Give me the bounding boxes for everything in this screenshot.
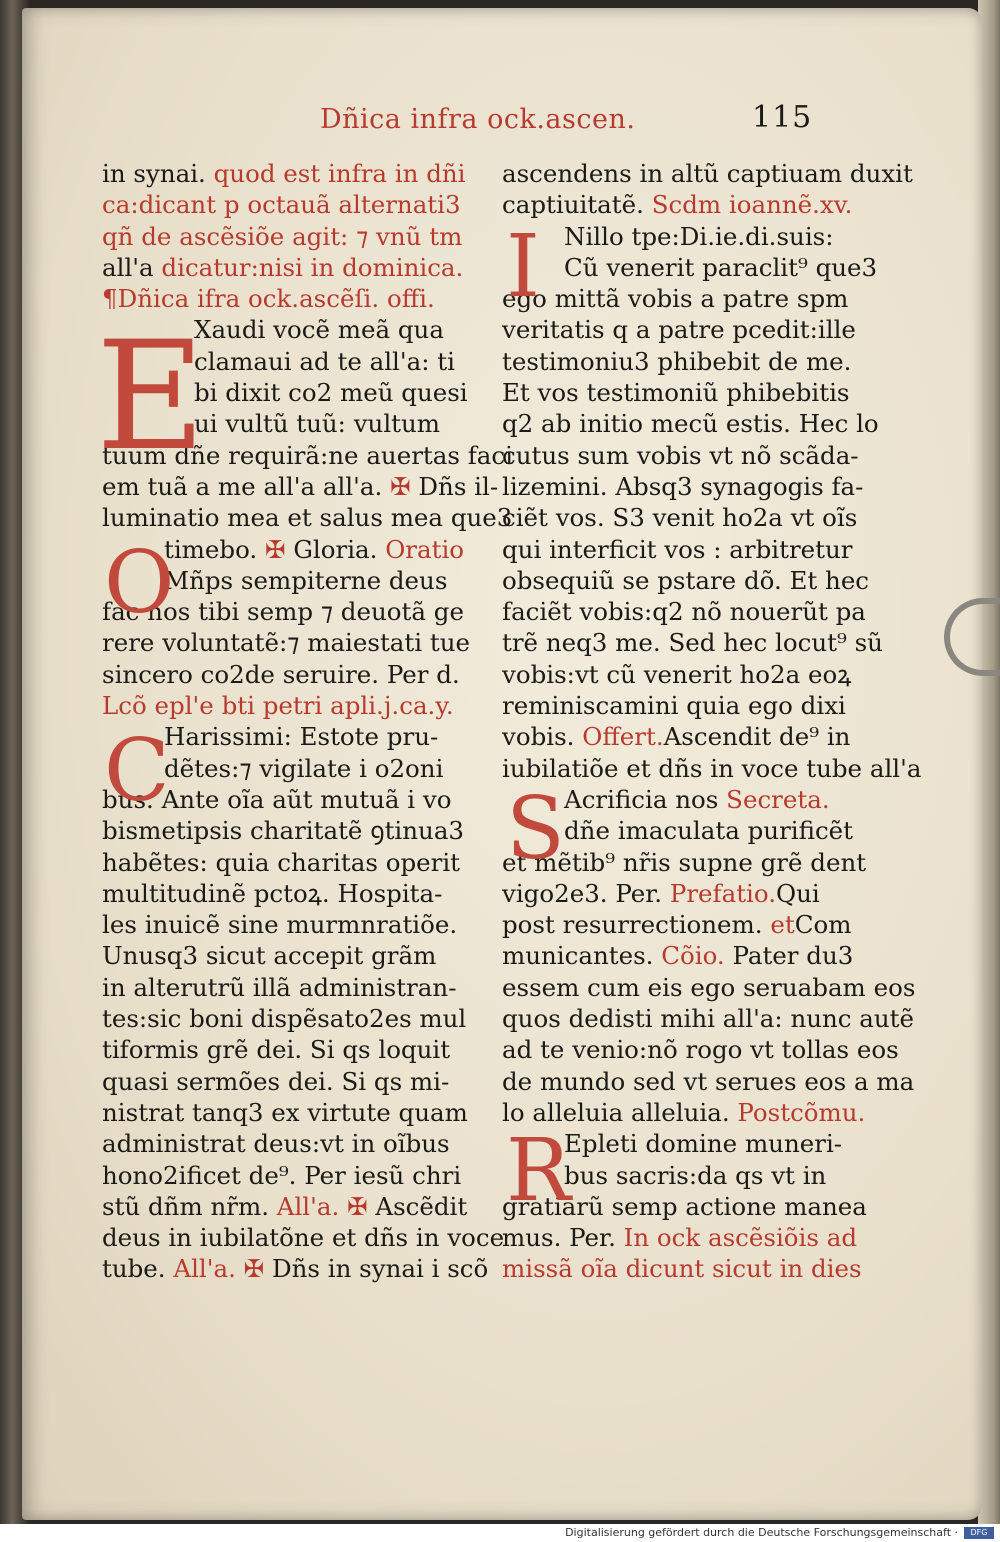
body-text: ciẽt vos. S3 venit ho2a vt oĩs bbox=[502, 503, 858, 533]
body-text: Cũ venerit paraclit⁹ que3 bbox=[564, 252, 878, 282]
body-text: municantes. bbox=[502, 941, 662, 971]
body-text: reminiscamini quia ego dixi bbox=[502, 691, 846, 721]
text-line bbox=[502, 627, 882, 658]
initial-e: E bbox=[96, 310, 206, 484]
rubric-text: et bbox=[770, 910, 795, 940]
rubric-text: Scdm ioannẽ.xv. bbox=[651, 190, 853, 220]
body-text: mus. Per. bbox=[502, 1223, 624, 1253]
body-text: et mẽtib⁹ nr̃is supne grẽ dent bbox=[502, 847, 867, 877]
body-text: tes:sic boni dispẽsato2es mul bbox=[102, 1004, 467, 1034]
body-text: post resurrectionem. bbox=[502, 910, 771, 940]
text-line bbox=[102, 847, 482, 878]
body-text: tuum dñe requirã:ne auertas faci bbox=[102, 440, 513, 470]
text-line bbox=[502, 534, 882, 565]
initial-r: R bbox=[506, 1121, 571, 1221]
folio-number: 115 bbox=[752, 100, 813, 135]
text-line bbox=[102, 221, 482, 252]
rubric-text: ca:dicant p octauã alternati3 bbox=[102, 190, 461, 220]
rubric-text: ✠ bbox=[265, 534, 294, 564]
body-text: gratiarũ semp actione manea bbox=[502, 1191, 867, 1221]
body-text: in alterutrũ illã administran- bbox=[102, 972, 457, 1002]
body-text: vobis:vt cũ venerit ho2a eoꝝ bbox=[502, 659, 852, 689]
text-line bbox=[502, 502, 882, 533]
running-title: Dñica infra ock.ascen. bbox=[320, 104, 636, 135]
text-line bbox=[102, 659, 482, 690]
body-text: Ascendit de⁹ in bbox=[663, 722, 851, 752]
text-line bbox=[502, 221, 882, 252]
body-text: essem cum eis ego seruabam eos bbox=[502, 972, 916, 1002]
body-text: tiformis grẽ dei. Si qs loquit bbox=[102, 1035, 451, 1065]
text-line bbox=[502, 878, 882, 909]
body-text: Dñs in synai i scõ bbox=[272, 1254, 489, 1284]
text-line bbox=[102, 878, 482, 909]
text-line bbox=[502, 346, 882, 377]
text-line bbox=[502, 1003, 915, 1034]
text-line bbox=[102, 252, 482, 283]
body-text: bi dixit co2 meũ quesi bbox=[194, 378, 468, 408]
rubric-text: All'a. ✠ bbox=[173, 1254, 272, 1284]
text-line bbox=[502, 1222, 882, 1253]
body-text: faciẽt vobis:q2 nõ nouerũt pa bbox=[502, 597, 866, 627]
body-text: rere voluntatẽ:⁊ maiestati tue bbox=[102, 628, 471, 658]
body-text: ui vultũ tuũ: vultum bbox=[194, 409, 441, 439]
text-line bbox=[102, 1222, 505, 1253]
text-line bbox=[102, 690, 482, 721]
body-text: vobis. bbox=[502, 722, 583, 752]
body-text: bismetipsis charitatẽ ꝯtinua3 bbox=[102, 816, 465, 846]
text-line bbox=[102, 1160, 482, 1191]
body-text: dñe imaculata purificẽt bbox=[564, 816, 854, 846]
footer-credit: Digitalisierung gefördert durch die Deutsche Forschungsgemeinschaft · bbox=[565, 1526, 958, 1539]
body-text: Unusq3 sicut accepit grãm bbox=[102, 941, 437, 971]
initial-s: S bbox=[506, 779, 565, 879]
body-text: tube. bbox=[102, 1254, 174, 1284]
text-line bbox=[502, 283, 882, 314]
footer-bar bbox=[0, 1524, 1000, 1542]
rubric-text: missã oĩa dicunt sicut in dies bbox=[502, 1254, 862, 1284]
body-text: captiuitatẽ. bbox=[502, 190, 652, 220]
text-line bbox=[502, 1034, 899, 1065]
text-line bbox=[502, 940, 882, 971]
body-text: cutus sum vobis vt nõ scãda- bbox=[502, 440, 859, 470]
text-line bbox=[502, 1066, 915, 1097]
text-line bbox=[102, 1253, 489, 1284]
body-text: iubilatiõe et dñs in voce tube all'a bbox=[502, 753, 922, 783]
body-text: ad te venio:nõ rogo vt tollas eos bbox=[502, 1035, 899, 1065]
text-line bbox=[502, 690, 882, 721]
body-text: bus sacris:da qs vt in bbox=[564, 1160, 827, 1190]
rubric-text: Prefatio. bbox=[669, 878, 777, 908]
text-line bbox=[102, 1191, 482, 1222]
body-text: veritatis q a patre pcedit:ille bbox=[502, 315, 856, 345]
body-text: Qui bbox=[776, 878, 820, 908]
body-text: nistrat tanq3 ex virtute quam bbox=[102, 1097, 468, 1127]
body-text: quasi sermões dei. Si qs mi- bbox=[102, 1066, 450, 1096]
right-column bbox=[502, 158, 922, 1285]
body-text: q2 ab initio mecũ estis. Hec lo bbox=[502, 409, 879, 439]
body-text: luminatio mea et salus mea que3 bbox=[102, 503, 513, 533]
text-line bbox=[502, 252, 882, 283]
body-text: testimoniu3 phibebit de me. bbox=[502, 346, 852, 376]
body-text: Et vos testimoniũ phibebitis bbox=[502, 378, 850, 408]
text-line bbox=[502, 471, 882, 502]
text-line bbox=[102, 189, 482, 220]
rubric-text: Offert. bbox=[582, 722, 664, 752]
body-text: Harissimi: Estote pru- bbox=[164, 722, 439, 752]
text-line bbox=[502, 440, 882, 471]
body-text: em tuã a me all'a all'a. bbox=[102, 471, 391, 501]
body-text: multitudinẽ pctoꝝ. Hospita- bbox=[102, 878, 443, 908]
body-text: vigo2e3. Per. bbox=[502, 878, 670, 908]
rubric-text: All'a. ✠ bbox=[276, 1191, 376, 1221]
text-line bbox=[502, 659, 882, 690]
body-text: administrat deus:vt in oĩbus bbox=[102, 1129, 450, 1159]
body-text: sincero co2de seruire. Per d. bbox=[102, 659, 460, 689]
body-text: Acrificia nos bbox=[564, 784, 727, 814]
text-line bbox=[102, 1128, 482, 1159]
body-text: Dñs il- bbox=[418, 471, 499, 501]
body-text: in synai. bbox=[102, 159, 214, 188]
rubric-text: Oratio bbox=[385, 534, 465, 564]
body-text: obsequiũ se pstare dõ. Et hec bbox=[502, 565, 870, 595]
text-line bbox=[502, 909, 882, 940]
initial-c: C bbox=[104, 721, 170, 821]
text-line bbox=[102, 1097, 482, 1128]
body-text: Xaudi vocẽ meã qua bbox=[194, 315, 444, 345]
text-line bbox=[102, 909, 482, 940]
dfg-logo: DFG bbox=[964, 1527, 994, 1539]
text-line bbox=[502, 565, 882, 596]
body-text: hono2ificet de⁹. Per iesũ chri bbox=[102, 1160, 462, 1190]
rubric-text: qñ de ascẽsiõe agit: ⁊ vnũ tm bbox=[102, 221, 463, 251]
initial-i: I bbox=[506, 217, 540, 317]
body-text: all'a bbox=[102, 252, 162, 282]
rubric-text: Lcõ epl'e bti petri apli.j.ca.y. bbox=[102, 691, 454, 721]
rubric-text: In ock ascẽsiõis ad bbox=[623, 1223, 858, 1253]
body-text: Com bbox=[794, 910, 852, 940]
text-line bbox=[502, 314, 882, 345]
rubric-text: quod est infra in dñi bbox=[213, 159, 466, 188]
rubric-text: Postcõmu. bbox=[737, 1097, 866, 1127]
body-text: lo alleluia alleluia. bbox=[502, 1097, 738, 1127]
body-text: Nillo tpe:Di.ie.di.suis: bbox=[564, 221, 834, 251]
body-text: bus. Ante oĩa aũt mutuã i vo bbox=[102, 784, 452, 814]
body-text: dẽtes:⁊ vigilate i o2oni bbox=[164, 753, 444, 783]
rubric-text: dicatur:nisi in dominica. bbox=[161, 252, 464, 282]
body-text: ego mittã vobis a patre spm bbox=[502, 284, 849, 314]
body-text: clamaui ad te all'a: ti bbox=[194, 346, 455, 376]
body-text: habẽtes: quia charitas operit bbox=[102, 847, 461, 877]
body-text: quos dedisti mihi all'a: nunc autẽ bbox=[502, 1004, 915, 1034]
text-line bbox=[102, 158, 482, 189]
text-line bbox=[102, 502, 513, 533]
text-line bbox=[502, 377, 882, 408]
text-line bbox=[502, 189, 882, 220]
body-text: timebo. bbox=[164, 534, 265, 564]
body-text: trẽ neq3 me. Sed hec locut⁹ sũ bbox=[502, 628, 883, 658]
text-line bbox=[502, 596, 882, 627]
body-text: fac nos tibi semp ⁊ deuotã ge bbox=[102, 597, 464, 627]
body-text: Gloria. bbox=[293, 534, 386, 564]
text-line bbox=[102, 1003, 482, 1034]
text-line bbox=[502, 158, 913, 189]
body-text: qui interficit vos : arbitretur bbox=[502, 534, 853, 564]
body-text: deus in iubilatõne et dñs in voce bbox=[102, 1223, 505, 1253]
text-line bbox=[502, 1253, 882, 1284]
body-text: les inuicẽ sine murmnratiõe. bbox=[102, 910, 458, 940]
body-text: Pater du3 bbox=[732, 941, 854, 971]
rubric-text: ¶Dñica ifra ock.ascẽſi. offi. bbox=[102, 284, 435, 314]
body-text: ascendens in altũ captiuam duxit bbox=[502, 159, 913, 188]
body-text: Ascẽdit bbox=[375, 1191, 468, 1221]
body-text: Mñps sempiterne deus bbox=[164, 565, 448, 595]
text-line bbox=[102, 1034, 482, 1065]
text-line bbox=[502, 972, 916, 1003]
body-text: stũ dñm nr̃m. bbox=[102, 1191, 277, 1221]
rubric-text: ✠ bbox=[390, 471, 419, 501]
text-line bbox=[502, 408, 882, 439]
body-text: Epleti domine muneri- bbox=[564, 1129, 843, 1159]
text-line bbox=[102, 972, 482, 1003]
initial-o: O bbox=[104, 533, 175, 633]
rubric-text: Cõio. bbox=[661, 941, 733, 971]
text-line bbox=[102, 940, 482, 971]
rubric-text: Secreta. bbox=[726, 784, 830, 814]
body-text: lizemini. Absq3 synagogis fa- bbox=[502, 471, 864, 501]
text-line bbox=[502, 721, 882, 752]
body-text: de mundo sed vt serues eos a ma bbox=[502, 1066, 915, 1096]
text-line bbox=[102, 1066, 482, 1097]
